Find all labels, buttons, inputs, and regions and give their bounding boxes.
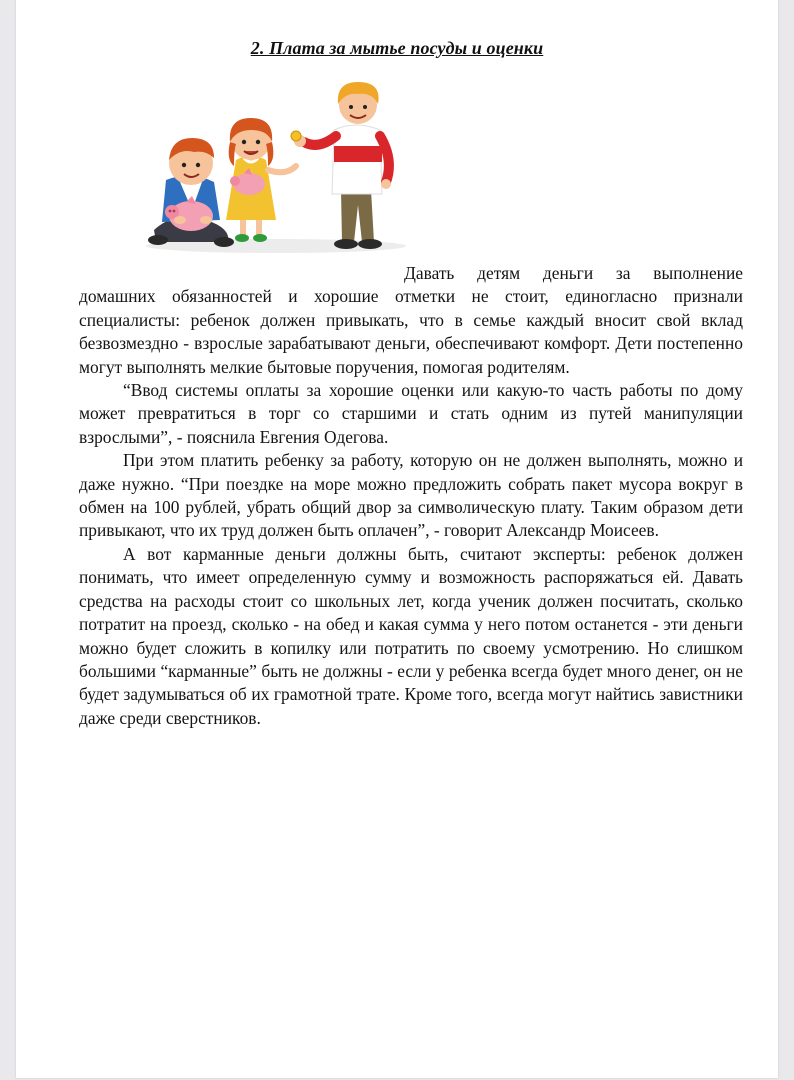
paragraph-4: А вот карманные деньги должны быть, считают эксперты: ребенок должен понимать, что имеет определенную сумму и возможность распоряжаться ей. Давать средства на расходы стоит со школьных лет, когда ученик должен посчитать, сколько потратит на проезд, сколько - на обед и какая сумма у него потом останется - эти деньги можно будет сложить в копилку или потратить по своему усмотрению. Но слишком большими “карманные” быть не должны - если у ребенка всегда будет много денег, он не будет задумываться об их грамотной трате. Кроме того, всегда могут найтись завистники даже среди сверстников. [79,543,743,728]
paragraph-2: “Ввод системы оплаты за хорошие оценки или какую-то часть работы по дому может превратиться в торг со старшими и стать одним из путей манипуляции взрослыми”, - пояснила Евгения Одегова. [79,380,743,447]
paragraph-1: Давать детям деньги за выполнение домашних обязанностей и хорошие отметки не стоит, единогласно признали специалисты: ребенок должен привыкать, что в семье каждый вносит свой вклад безвозмездно - взрослые зарабатывают деньги, обеспечивают комфорт. Дети постепенно могут выполнять мелкие бытовые поручения, помогая родителям. [79,263,743,377]
paragraph-3: При этом платить ребенку за работу, которую он не должен выполнять, можно и даже нужно. “При поездке на море можно предложить собрать пакет мусора вокруг в обмен на 100 рублей, убрать общий двор за символическую плату. Таким образом дети привыкают, что их труд должен быть оплачен”, - говорит Александр Моисеев. [79,450,743,541]
children-parent-illustration [136,70,416,255]
girl-figure [226,118,296,242]
document-page [16,0,778,1078]
father-figure [291,82,391,249]
article-body [79,262,743,730]
page-title: 2. Плата за мытье посуды и оценки [250,38,544,58]
boy-figure [148,138,234,247]
